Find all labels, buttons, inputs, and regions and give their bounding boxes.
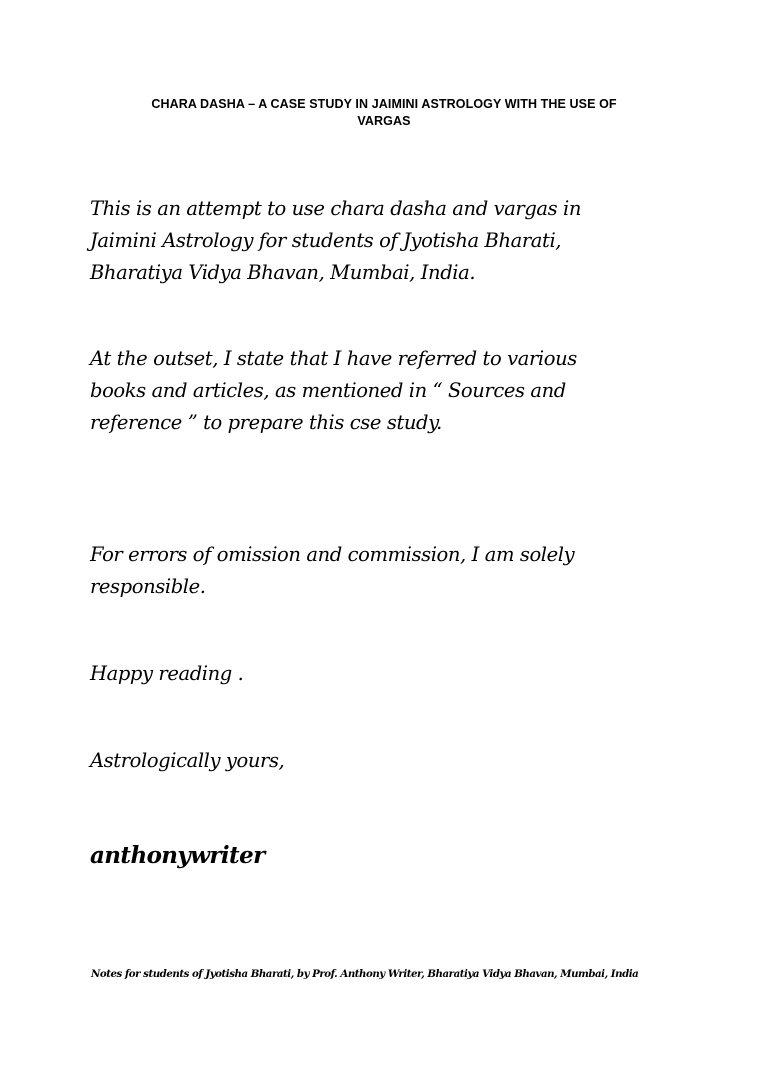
- title-line: VARGAS: [357, 114, 411, 128]
- paragraph-line: books and articles, as mentioned in “ Sources and: [90, 379, 566, 402]
- paragraph-line: Jaimini Astrology for students of Jyotisha Bharati,: [90, 229, 562, 252]
- paragraph-line: This is an attempt to use chara dasha and vargas in: [90, 197, 582, 220]
- paragraph-line: reference ” to prepare this cse study.: [90, 411, 442, 434]
- intro-paragraph: [90, 193, 690, 289]
- paragraph-line: Bharatiya Vidya Bhavan, Mumbai, India.: [90, 261, 476, 284]
- paragraph-line: At the outset, I state that I have referred to various: [90, 347, 577, 370]
- document-title: [80, 96, 688, 130]
- page-footer: Notes for students of Jyotisha Bharati, by Prof. Anthony Writer, Bharatiya Vidya Bhavan, Mumbai, India: [91, 968, 639, 980]
- paragraph-line: Happy reading .: [90, 662, 244, 685]
- paragraph-line: responsible.: [90, 575, 206, 598]
- sources-paragraph: [90, 343, 690, 439]
- title-line: CHARA DASHA – A CASE STUDY IN JAIMINI ASTROLOGY WITH THE USE OF: [151, 97, 617, 111]
- signature: anthonywriter: [90, 842, 265, 869]
- paragraph-line: Astrologically yours,: [90, 749, 285, 772]
- closing-paragraph: [90, 745, 690, 777]
- errors-paragraph: [90, 539, 690, 603]
- greeting-paragraph: [90, 658, 690, 690]
- paragraph-line: For errors of omission and commission, I am solely: [90, 543, 575, 566]
